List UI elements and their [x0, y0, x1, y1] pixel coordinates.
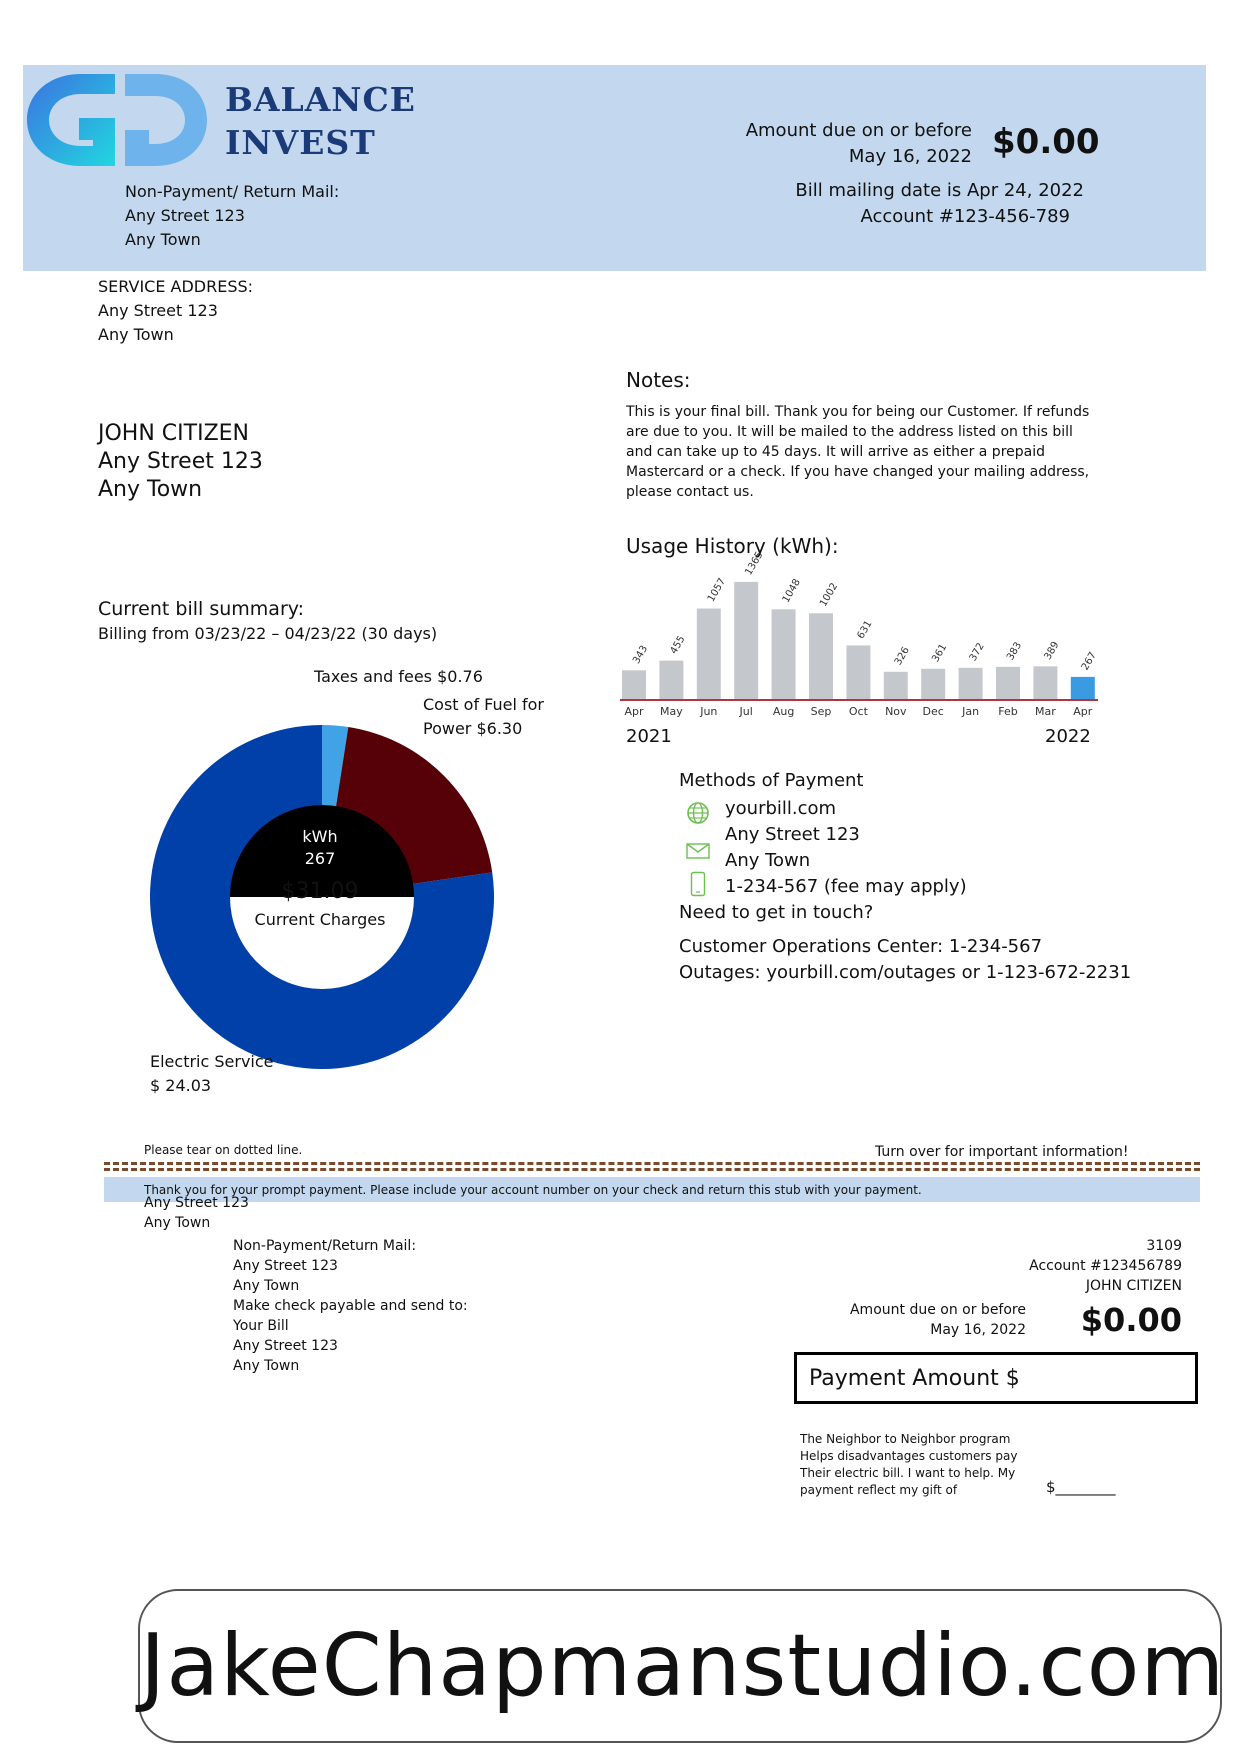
customer-town: Any Town [98, 477, 203, 502]
return-mail-town: Any Town [125, 230, 201, 249]
fuel-label-line2: Power $6.30 [423, 719, 523, 738]
usage-bar-value-label: 389 [1042, 639, 1062, 662]
usage-bar [697, 609, 721, 700]
usage-bar-value-label: 267 [1079, 650, 1099, 673]
stub-return-label: Non-Payment/Return Mail: [233, 1238, 417, 1254]
service-address-label: SERVICE ADDRESS: [98, 277, 254, 296]
usage-bar-value-label: 631 [855, 618, 875, 641]
usage-bar [772, 609, 796, 700]
summary-title: Current bill summary: [98, 598, 305, 620]
brand-name [225, 78, 416, 164]
account-number: Account #123-456-789 [860, 206, 1070, 227]
usage-bar [921, 669, 945, 700]
usage-history-title: Usage History (kWh): [626, 534, 839, 558]
tear-line [104, 1162, 1200, 1165]
notes-line: and can take up to 45 days. It will arrive as either a prepaid [626, 444, 1046, 460]
payment-town: Any Town [725, 850, 811, 871]
payment-street: Any Street 123 [725, 824, 860, 845]
usage-bar-value-label: 455 [668, 634, 688, 657]
stub-due-label: Amount due on or before [849, 1302, 1026, 1318]
usage-month-label: Feb [998, 705, 1018, 718]
slice-label-electric [150, 1050, 274, 1098]
usage-month-label: May [660, 705, 683, 718]
stub-due-block [780, 1300, 1026, 1340]
amount-due-date: May 16, 2022 [848, 146, 972, 167]
mail-icon [686, 842, 710, 860]
customer-name: JOHN CITIZEN [98, 421, 250, 446]
stub-payable-label: Make check payable and send to: [233, 1298, 468, 1314]
usage-month-label: Apr [1073, 705, 1093, 718]
stub-address-street: Any Street 123 [144, 1195, 249, 1211]
service-address-street: Any Street 123 [98, 301, 218, 320]
usage-month-label: Dec [922, 705, 944, 718]
payment-phone: 1-234-567 (fee may apply) [725, 876, 967, 897]
donut-kwh-value: 267 [304, 849, 336, 868]
notes-line: please contact us. [626, 484, 754, 500]
fuel-label-line1: Cost of Fuel for [423, 695, 545, 714]
usage-month-label: Jul [739, 705, 753, 718]
neighbor-line: Helps disadvantages customers pay [800, 1449, 1018, 1463]
slice-label-fuel [423, 693, 544, 741]
payment-methods-title: Methods of Payment [679, 770, 864, 791]
usage-bar [659, 661, 683, 700]
usage-bar-value-label: 372 [967, 641, 987, 664]
return-mail-label: Non-Payment/ Return Mail: [125, 182, 340, 201]
watermark-text: JakeChapmanstudio.com [140, 1616, 1226, 1716]
stub-payee: Your Bill [233, 1318, 289, 1334]
brand-line1: BALANCE [225, 80, 416, 119]
usage-bar-value-label: 1365 [743, 549, 766, 578]
amount-due-value: $0.00 [992, 122, 1100, 162]
usage-bar [884, 672, 908, 700]
usage-month-label: Jan [962, 705, 980, 718]
usage-bar-value-label: 1002 [818, 581, 841, 609]
notes-text [626, 402, 1089, 502]
outages-info: Outages: yourbill.com/outages or 1-123-672-2231 [679, 962, 1132, 983]
usage-month-label: Mar [1035, 705, 1056, 718]
electric-label-line2: $ 24.03 [150, 1076, 212, 1095]
mailing-date: Bill mailing date is Apr 24, 2022 [795, 180, 1084, 201]
stub-code: 3109 [1146, 1238, 1182, 1254]
stub-due-amount: $0.00 [1080, 1301, 1182, 1339]
usage-month-label: Apr [624, 705, 644, 718]
payment-web: yourbill.com [725, 798, 837, 819]
customer-address [98, 420, 263, 504]
usage-bar [1071, 677, 1095, 700]
usage-bar-value-label: 1048 [780, 577, 803, 605]
usage-bar-value-label: 383 [1005, 640, 1025, 663]
usage-month-label: Sep [810, 705, 832, 718]
customer-center: Customer Operations Center: 1-234-567 [679, 936, 1043, 957]
usage-bar [809, 613, 833, 700]
stub-account: Account #123456789 [1029, 1258, 1182, 1274]
customer-street: Any Street 123 [98, 449, 263, 474]
usage-bar [996, 667, 1020, 700]
usage-bar [1033, 666, 1057, 700]
usage-bar [959, 668, 983, 700]
service-address-town: Any Town [98, 325, 174, 344]
usage-month-label: Jun [700, 705, 718, 718]
globe-icon [686, 801, 710, 825]
usage-bar-value-label: 1057 [705, 576, 729, 605]
notes-line: Mastercard or a check. If you have changed your mailing address, [626, 464, 1090, 480]
tear-line [104, 1168, 1200, 1171]
stub-payee-street: Any Street 123 [233, 1338, 338, 1354]
stub-address [144, 1193, 249, 1233]
stub-due-date: May 16, 2022 [930, 1322, 1026, 1338]
stub-return-town: Any Town [233, 1278, 300, 1294]
usage-history-chart [620, 549, 1100, 755]
neighbor-line: Their electric bill. I want to help. My [800, 1466, 1016, 1480]
brand-line2: INVEST [225, 123, 376, 162]
usage-bar-value-label: 326 [892, 645, 912, 668]
notes-line: are due to you. It will be mailed to the address listed on this bill [626, 424, 1073, 440]
donut-center-amount: $31.09 [281, 879, 359, 904]
usage-month-label: Aug [772, 705, 795, 718]
tear-note: Please tear on dotted line. [144, 1143, 303, 1157]
service-address [98, 275, 253, 347]
contact-heading: Need to get in touch? [679, 902, 874, 923]
usage-bar-value-label: 343 [631, 643, 651, 666]
watermark-box [138, 1589, 1226, 1743]
electric-label-line1: Electric Service [150, 1052, 274, 1071]
amount-due-label: Amount due on or before [745, 120, 972, 141]
turn-over-note: Turn over for important information! [875, 1144, 1129, 1160]
usage-bar-value-label: 361 [930, 642, 950, 665]
donut-kwh-unit: kWh [302, 827, 338, 846]
stub-account-block [900, 1236, 1182, 1296]
payment-amount-box[interactable] [794, 1352, 1198, 1404]
stub-return-street: Any Street 123 [233, 1258, 338, 1274]
amount-due-block [700, 118, 972, 170]
neighbor-program [800, 1431, 1017, 1499]
billing-period: Billing from 03/23/22 – 04/23/22 (30 days) [98, 624, 438, 643]
slice-label-taxes: Taxes and fees $0.76 [314, 667, 483, 686]
stub-thanks: Thank you for your prompt payment. Please include your account number on your check and return this stub with your payment. [144, 1183, 922, 1197]
usage-month-label: Oct [848, 705, 868, 718]
usage-bar [622, 670, 646, 700]
notes-label: Notes: [626, 368, 691, 392]
usage-year-start: 2021 [626, 726, 672, 747]
neighbor-line: The Neighbor to Neighbor program [800, 1432, 1011, 1446]
company-logo [23, 68, 209, 170]
stub-payee-town: Any Town [233, 1358, 300, 1374]
stub-name: JOHN CITIZEN [1085, 1278, 1182, 1294]
phone-icon [690, 871, 706, 897]
donut-center-caption: Current Charges [254, 910, 386, 929]
usage-month-label: Nov [885, 705, 907, 718]
usage-year-end: 2022 [1045, 726, 1091, 747]
usage-bar [846, 645, 870, 700]
neighbor-line: payment reflect my gift of [800, 1483, 958, 1497]
donut-center-kwh [230, 826, 410, 870]
gift-amount-blank[interactable]: $________ [1046, 1478, 1116, 1496]
usage-bar [734, 582, 758, 700]
stub-return-block [233, 1236, 468, 1376]
stub-address-town: Any Town [144, 1215, 211, 1231]
return-mail-address [125, 180, 339, 252]
payment-amount-label: Payment Amount $ [809, 1366, 1020, 1391]
return-mail-street: Any Street 123 [125, 206, 245, 225]
notes-line: This is your final bill. Thank you for being our Customer. If refunds [626, 404, 1090, 420]
